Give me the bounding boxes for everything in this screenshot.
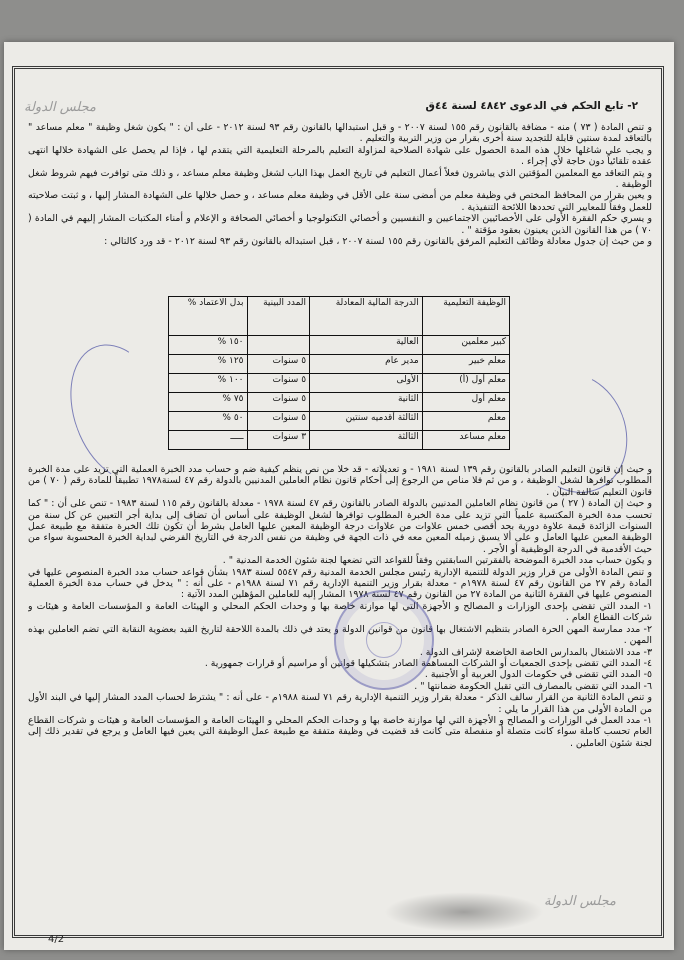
paragraph: و يعين بقرار من المحافظ المختص في وظيفة معلم من أمضى سنة على الأقل في وظيفة معلم مساعد ، و حصل خلالها على الشهادة المشار إليها ، و ثبتت صلاحيته للعمل وفقاً للمعايير التي تحددها اللائحة التنفيذية . bbox=[28, 190, 652, 213]
table-row bbox=[169, 431, 510, 450]
paragraph: و يكون حساب مدد الخبرة الموضحة بالفقرتين السابقتين وفقاً للقواعد التي تضعها لجنة شئون الخدمة المدنية " . bbox=[222, 555, 652, 567]
table-cell: معلم مساعد bbox=[422, 431, 509, 450]
watermark-top: مجلس الدولة bbox=[24, 100, 96, 115]
table-cell: معلم bbox=[422, 412, 509, 431]
table-header-cell: الوظيفة التعليمية bbox=[422, 297, 509, 336]
table-header-cell: الدرجة المالية المعادلة bbox=[310, 297, 423, 336]
table-cell: ٥ سنوات bbox=[247, 412, 310, 431]
table-cell: ٥ سنوات bbox=[247, 393, 310, 412]
paragraph: و حيث إن المادة ( ٢٧ ) من قانون نظام العاملين المدنيين بالدولة الصادر بالقانون رقم ٤٧ لسنة ١٩٧٨ - معدلة بالقانون رقم ١١٥ لسنة ١٩٨٣ - تنص على أن : " كما تحسب مدة الخبرة المكتسبة علمياً التي تزيد على مدة الخبرة المطلوب توافرها لشغل الوظيفة على أساس أن تضاف إلى بداية أجر التعيين عن كل سنة من السنوات الزائدة قيمة علاوة دورية بحد أقصى خمس علاوات من علاوات درجة الوظيفة المعين عليها العامل بشرط أن تكون تلك الخبرة متفقة مع طبيعة عمل الوظيفة المعين عليها العامل و على ألا يسبق زميله المعين معه في ذات الجهة في وظيفة من نفس الدرجة في التاريخ الفرضي لبداية الخبرة المحسوبة سواء من حيث الأقدمية في الدرجة الوظيفية أو الأجر . bbox=[28, 498, 652, 555]
table-cell: كبير معلمين bbox=[422, 336, 509, 355]
table-header-cell: بدل الاعتماد % bbox=[169, 297, 248, 336]
table-cell: ١٢٥ % bbox=[169, 355, 248, 374]
paragraph: ٣- مدد الاشتغال بالمدارس الخاصة الخاضعة لإشراف الدولة . bbox=[419, 646, 652, 658]
table-row bbox=[169, 412, 510, 431]
table-cell: ١٠٠ % bbox=[169, 374, 248, 393]
table-row bbox=[169, 393, 510, 412]
table-cell: ٣ سنوات bbox=[247, 431, 310, 450]
paragraph: و حيث إن قانون التعليم الصادر بالقانون رقم ١٣٩ لسنة ١٩٨١ - و تعديلاته - قد خلا من نص ينظم كيفية ضم و حساب مدد الخبرة العملية التي تزيد على مدة الخبرة المطلوب توافرها لشغل الوظيفة ، و من ثم فلا مناص من الرجوع إلى أحكام قانون نظام العاملين المدنيين بالدولة رقم ٤٧ لسنة١٩٧٨ تطبيقاً للمادة رقم ( ٧٠ ) من قانون التعليم سالفة البيان . bbox=[28, 464, 652, 498]
paragraph: ٢- مدد ممارسة المهن الحرة الصادر بتنظيم الاشتغال بها قانون من قوانين الدولة و يعتد في ذلك بالمدة اللاحقة لتاريخ القيد بعضوية النقابة التي تضم العاملين بهذه المهن . bbox=[28, 623, 652, 647]
table-cell: الأولى bbox=[310, 374, 423, 393]
table-cell: معلم أول (أ) bbox=[422, 374, 509, 393]
table-cell: ٥ سنوات bbox=[247, 355, 310, 374]
table-cell: معلم خبير bbox=[422, 355, 509, 374]
table-cell bbox=[247, 336, 310, 355]
table-cell: ٥٠ % bbox=[169, 412, 248, 431]
table-header-cell: المدد البينية bbox=[247, 297, 310, 336]
page-number: 4/2 bbox=[48, 934, 65, 945]
table-cell: العالية bbox=[310, 336, 423, 355]
paragraph: و يجب على شاغلها خلال هذه المدة الحصول على شهادة الصلاحية لمزاولة التعليم بالمرحلة التعليمية التي يتقدم لها ، فإذا لم يحصل على الشهادة خلالها انتهى عقده تلقائياً دون حاجة لأي إجراء . bbox=[28, 144, 652, 168]
table-cell: الثالثة أقدميه سنتين bbox=[310, 412, 423, 431]
paragraph: ٦- المدد التي تقضى بالمصارف التي تقبل الحكومة ضمانتها " . bbox=[414, 680, 652, 692]
official-seal-stamp bbox=[334, 590, 434, 690]
paragraph: و يسري حكم الفقرة الأولى على الأخصائيين الاجتماعيين و النفسيين و أخصائي التكنولوجيا و أخصائي الصحافة و الإعلام و أمناء المكتبات المشار إليهم في المادة ( ٧٠ ) من هذا القانون الذين يعينون بعقود مؤقتة " . bbox=[28, 213, 652, 236]
paragraph: و تنص المادة ( ٧٣ ) منه - مضافة بالقانون رقم ١٥٥ لسنة ٢٠٠٧ - و قبل استبدالها بالقانون رقم ٩٣ لسنة ٢٠١٢ - على أن : " يكون شغل وظيفة " معلم مساعد " بالتعاقد لمدة سنتين قابلة للتجديد سنة أخرى بقرار من وزير التربية والتعليم . bbox=[28, 122, 652, 145]
paragraph: ٤- المدد التي تقضى بإحدى الجمعيات أو الشركات المساهمة الصادر بتشكيلها قوانين أو مراسيم أو قرارات جمهورية . bbox=[204, 657, 652, 669]
table-row bbox=[169, 355, 510, 374]
paragraph: و من حيث إن جدول معادلة وظائف التعليم المرفق بالقانون رقم ١٥٥ لسنة ٢٠٠٧ ، قبل استبداله بالقانون رقم ٩٣ لسنة ٢٠١٢ - قد ورد كالتالي : bbox=[104, 236, 652, 248]
paragraph: ١- مدد العمل في الوزارات و المصالح و الأجهزة التي لها موازنة خاصة بها و وحدات الحكم المحلي و الهيئات العامة و المؤسسات العامة و هيئات و شركات القطاع العام تحسب كاملة سواء كانت متصلة أو منفصلة متى كانت قد قضيت في وظيفة متفقة مع طبيعة عمل الوظيفة التي يعين فيها العامل و يرجع في تقدير ذلك إلى لجنة شئون العاملين . bbox=[28, 714, 652, 749]
paragraph: ١- المدد التي تقضى بإحدى الوزارات و المصالح و الأجهزة التي لها موازنة خاصة بها و وحدات الحكم المحلي و الهيئات العامة و المؤسسات العامة و هيئات و شركات القطاع العام . bbox=[28, 600, 652, 624]
scan-stain bbox=[384, 892, 544, 932]
page-header-title: ٢- تابع الحكم في الدعوى ٤٨٤٢ لسنة ٤٤ق bbox=[425, 100, 638, 112]
table-cell: الثانية bbox=[310, 393, 423, 412]
table-header-row bbox=[169, 297, 510, 336]
table-cell: مدير عام bbox=[310, 355, 423, 374]
table-cell: ـــــ bbox=[169, 431, 248, 450]
table-cell: ٧٥ % bbox=[169, 393, 248, 412]
table-cell: ٥ سنوات bbox=[247, 374, 310, 393]
paragraph: ٥- المدد التي تقضى في حكومات الدول العربية أو الأجنبية . bbox=[424, 669, 652, 681]
paragraph: و يتم التعاقد مع المعلمين المؤقتين الذي يباشرون فعلاً أعمال التعليم في تاريخ العمل بهذا الباب لشغل وظيفة معلم مساعد ، و ذلك متى توافرت فيهم شروط شغل الوظيفة . bbox=[28, 167, 652, 191]
document-page bbox=[4, 42, 674, 950]
table-cell: ١٥٠ % bbox=[169, 336, 248, 355]
watermark-bottom: مجلس الدولة bbox=[544, 894, 616, 909]
paragraph: و تنص المادة الأولى من قرار وزير الدولة للتنمية الإدارية رئيس مجلس الخدمة المدنية رقم ٥٥٤٧ لسنة ١٩٨٣ بشأن قواعد حساب مدد الخبرة المنصوص عليها في المادة رقم ٢٧ من القانون رقم ٤٧ لسنة ١٩٧٨م - معدلة بقرار وزير التنمية الإدارية رقم ٧١ لسنة ١٩٨٨م - على أنه : " يدخل في حساب مدة الخبرة العملية المنصوص عليها في الفقرة الثانية من المادة ٢٧ من القانون رقم ٤٧ لسنة ١٩٧٨ المشار إليه للعاملين المؤهلين المدد الآتية : bbox=[28, 566, 652, 601]
table-cell: معلم أول bbox=[422, 393, 509, 412]
job-equivalence-table bbox=[168, 296, 510, 450]
table-row bbox=[169, 374, 510, 393]
body-text-bottom bbox=[28, 464, 652, 892]
table-cell: الثالثة bbox=[310, 431, 423, 450]
table-row bbox=[169, 336, 510, 355]
paragraph: و تنص المادة الثانية من القرار سالف الذكر - معدلة بقرار وزير التنمية الإدارية رقم ٧١ لسنة ١٩٨٨م - على أنه : " يشترط لحساب المدد المشار إليها في البند الأول من المادة الأولى من هذا القرار ما يلي : bbox=[28, 692, 652, 715]
